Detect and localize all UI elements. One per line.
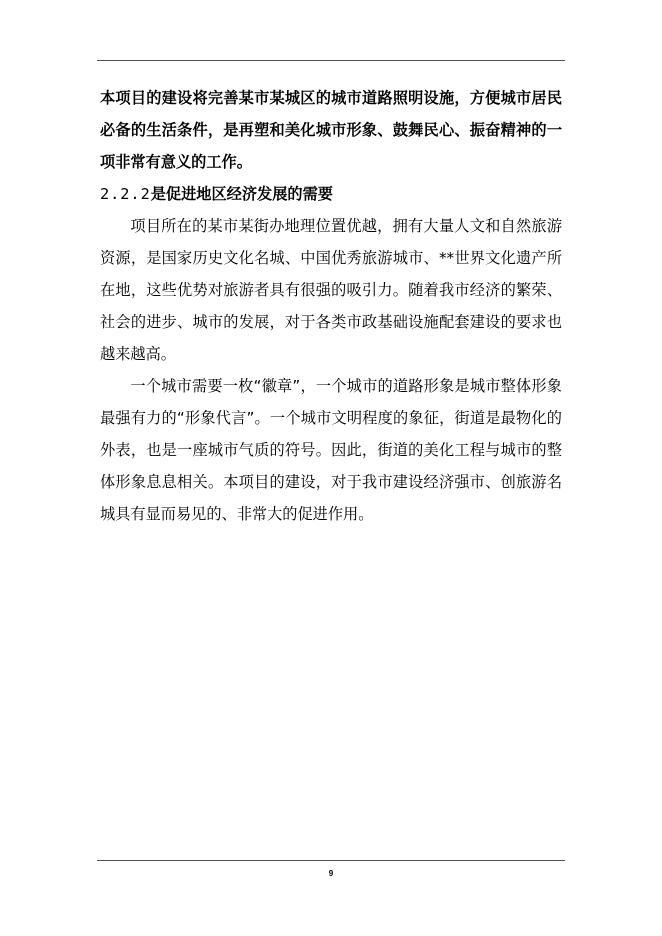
- header-rule: [97, 60, 565, 61]
- footer-rule: [97, 860, 565, 861]
- continuation-paragraph: 本项目的建设将完善某市某城区的城市道路照明设施，方便城市居民必备的生活条件，是再塑和美化城市形象、鼓舞民心、振奋精神的一项非常有意义的工作。: [100, 89, 562, 171]
- page-body: [100, 82, 562, 530]
- body-paragraph-2: 一个城市需要一枚“徽章”，一个城市的道路形象是城市整体形象最强有力的“形象代言”。一个城市文明程度的象征，街道是最物化的外表，也是一座城市气质的符号。因此，街道的美化工程与城市的整体形象息息相关。本项目的建设，对于我市建设经济强市、创旅游名城具有显而易见的、非常大的促进作用。: [100, 377, 562, 523]
- body-paragraph-1: 项目所在的某市某街办地理位置优越，拥有大量人文和自然旅游资源，是国家历史文化名城、中国优秀旅游城市、**世界文化遗产所在地，这些优势对旅游者具有很强的吸引力。随着我市经济的繁荣、社会的进步、城市的发展，对于各类市政基础设施配套建设的要求也越来越高。: [100, 217, 562, 363]
- section-title: 是促进地区经济发展的需要: [150, 185, 333, 203]
- section-number: 2.2.2: [100, 185, 151, 203]
- section-heading: [100, 178, 562, 210]
- page-number: 9: [328, 869, 334, 878]
